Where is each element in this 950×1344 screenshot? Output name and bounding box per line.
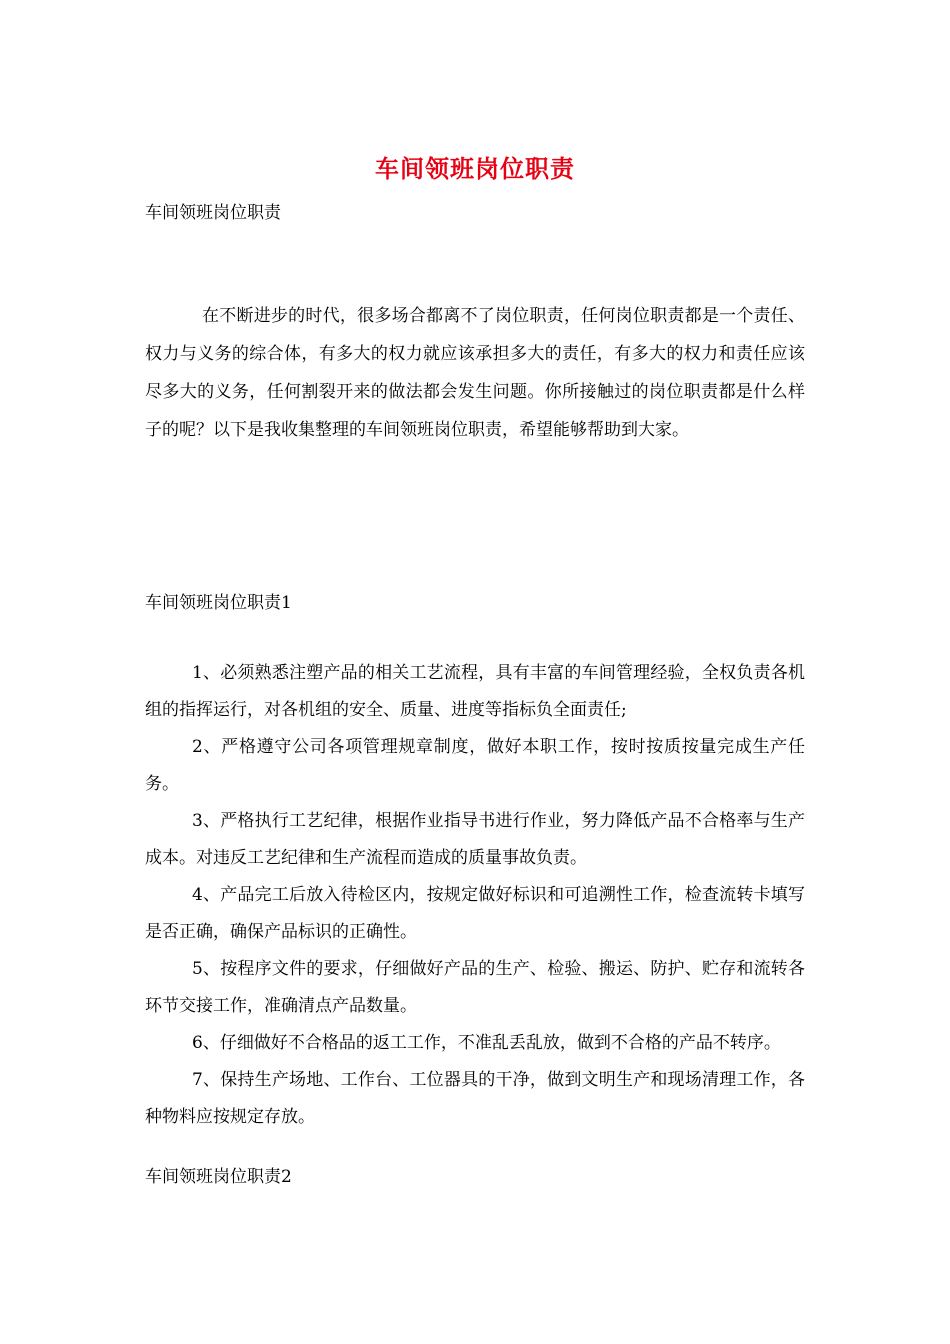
intro-paragraph: 在不断进步的时代，很多场合都离不了岗位职责，任何岗位职责都是一个责任、权力与义务的综合体，有多大的权力就应该承担多大的责任，有多大的权力和责任应该尽多大的义务，任何割裂开来的做法都会发生问题。你所接触过的岗位职责都是什么样子的呢？以下是我收集整理的车间领班岗位职责，希望能够帮助到大家。: [145, 306, 805, 440]
section-heading-1: 车间领班岗位职责1: [145, 593, 292, 613]
duty-item: 6、仔细做好不合格品的返工工作，不准乱丢乱放，做到不合格的产品不转序。: [192, 1033, 781, 1053]
duty-item: 5、按程序文件的要求，仔细做好产品的生产、检验、搬运、防护、贮存和流转各环节交接工作，准确清点产品数量。: [145, 959, 805, 1016]
duty-item: 1、必须熟悉注塑产品的相关工艺流程，具有丰富的车间管理经验，全权负责各机组的指挥运行，对各机组的安全、质量、进度等指标负全面责任;: [145, 663, 805, 720]
duty-list: [145, 655, 805, 1136]
document-title: 车间领班岗位职责: [375, 154, 575, 183]
duty-item: 3、严格执行工艺纪律，根据作业指导书进行作业，努力降低产品不合格率与生产成本。对违反工艺纪律和生产流程而造成的质量事故负责。: [145, 811, 805, 868]
duty-item: 2、严格遵守公司各项管理规章制度，做好本职工作，按时按质按量完成生产任务。: [145, 737, 805, 794]
section-heading-2: 车间领班岗位职责2: [145, 1167, 292, 1187]
document-subtitle: 车间领班岗位职责: [145, 203, 281, 223]
duty-item: 4、产品完工后放入待检区内，按规定做好标识和可追溯性工作，检查流转卡填写是否正确，确保产品标识的正确性。: [145, 885, 805, 942]
duty-item: 7、保持生产场地、工作台、工位器具的干净，做到文明生产和现场清理工作，各种物料应按规定存放。: [145, 1070, 805, 1127]
